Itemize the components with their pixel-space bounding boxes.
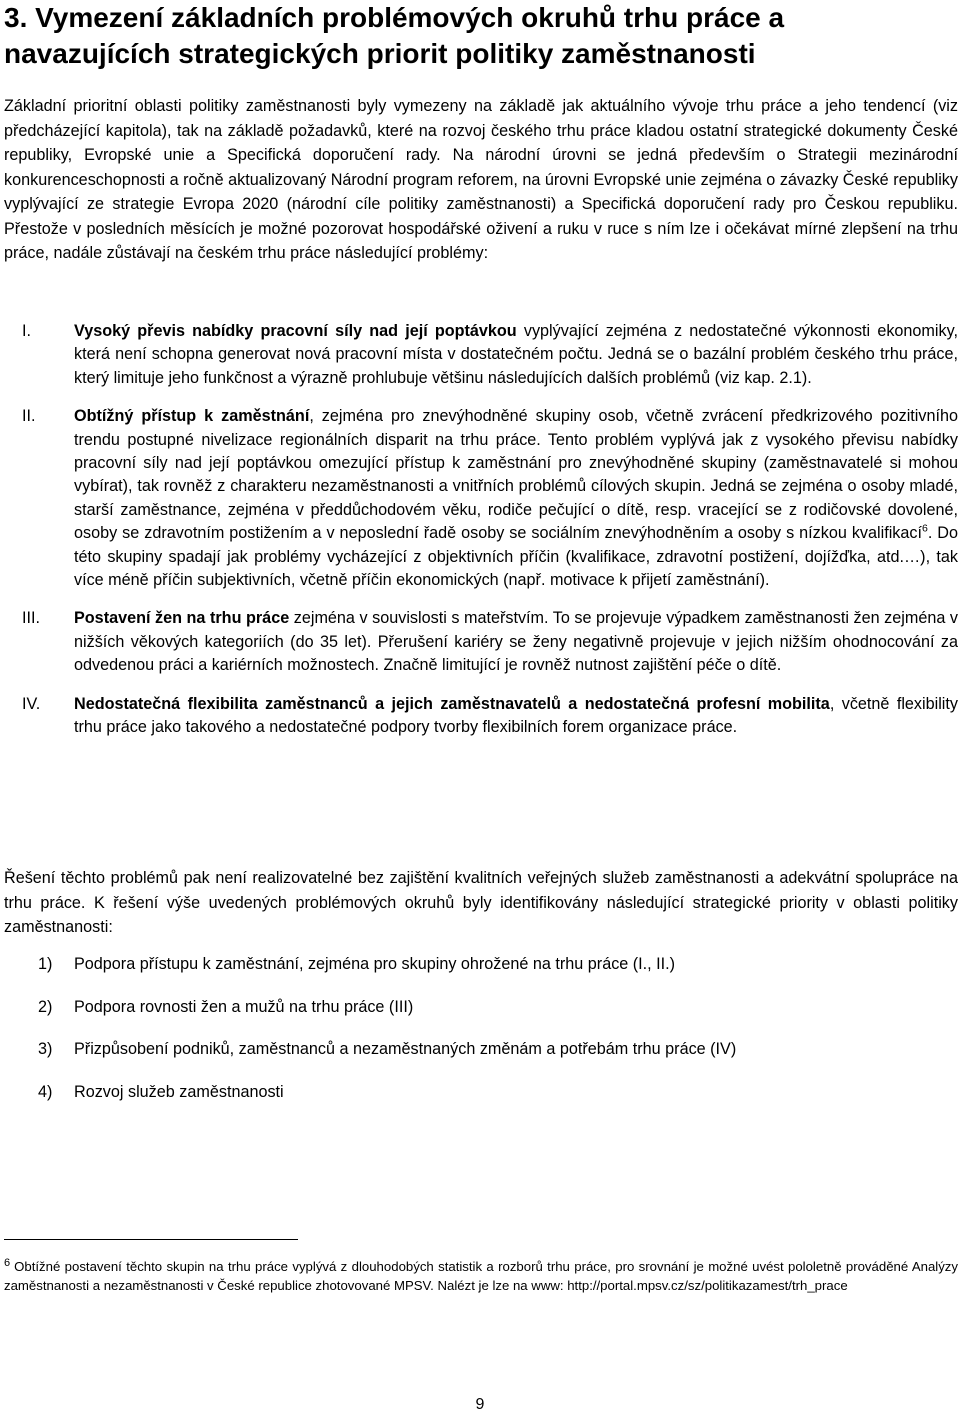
- problem-text: zejména v souvislosti s mateřstvím. To se projevuje výpadkem zaměstnanosti žen zejména v nižších věkových kategoriích (do 35 let). Přerušení kariéry se ženy negativně projevuje v jejich nižším ohodnocování za odvedenou práci a kariérních možnostech. Značně limitující je rovněž nutnost zajištění péče o dítě.: [74, 609, 959, 675]
- closing-paragraph: Řešení těchto problémů pak není realizovatelné bez zajištění kvalitních veřejných služeb zaměstnanosti a adekvátní spolupráce na trhu práce. K řešení výše uvedených problémových okruhů byly identifikovány následující strategické priority v oblasti politiky zaměstnanosti:: [4, 869, 958, 936]
- problem-text-continued: . Do této skupiny spadají jak problémy vycházející z objektivních příčin (kvalifikace, zdravotní postižení, dojížďka, atd.…), tak více méně příčin subjektivních, včetně příčin ekonomických (např. motivace k přijetí zaměstnání).: [74, 524, 958, 590]
- problem-item: [4, 693, 958, 740]
- priority-item: [4, 952, 958, 976]
- footnote-text: Obtížné postavení těchto skupin na trhu práce vyplývá z dlouhodobých statistik a rozborů trhu práce, pro srovnání je možné uvést pololetně prováděné Analýzy zaměstnanosti a nezaměstnanosti v České republice zhotovované MPSV. Nalézt je lze na www: http://portal.mpsv.cz/sz/politikazamest/trh_prace: [4, 1259, 958, 1293]
- priority-number: 1): [38, 955, 53, 973]
- priority-number: 3): [38, 1040, 53, 1058]
- priority-text: Rozvoj služeb zaměstnanosti: [74, 1082, 284, 1101]
- footnote-divider: [4, 1239, 298, 1240]
- footnote-mark: 6: [4, 1256, 11, 1269]
- priority-item: [4, 1080, 958, 1104]
- priority-text: Přizpůsobení podniků, zaměstnanců a nezaměstnaných změnám a potřebám trhu práce (IV): [74, 1040, 737, 1058]
- priority-text: Podpora rovnosti žen a mužů na trhu práce (III): [74, 997, 414, 1016]
- problem-number: I.: [22, 322, 31, 340]
- priority-number: 4): [38, 1082, 53, 1101]
- problem-item: [4, 607, 958, 677]
- problem-heading: Nedostatečná flexibilita zaměstnanců a jejich zaměstnavatelů a nedostatečná profesní mobilita: [74, 694, 830, 713]
- footnote: [4, 1258, 958, 1295]
- priority-list: [4, 952, 958, 1122]
- problem-item: [4, 405, 958, 592]
- problem-number: II.: [22, 407, 36, 426]
- priority-number: 2): [38, 997, 53, 1016]
- problem-heading: Obtížný přístup k zaměstnání: [74, 407, 310, 426]
- section-title: 3. Vymezení základních problémových okruhů trhu práce a navazujících strategických priorit politiky zaměstnanosti: [4, 2, 785, 69]
- page-number: 9: [475, 1396, 485, 1413]
- priority-text: Podpora přístupu k zaměstnání, zejména pro skupiny ohrožené na trhu práce (I., II.): [74, 955, 676, 973]
- footnote-reference[interactable]: 6: [921, 522, 928, 535]
- problem-heading: Vysoký převis nabídky pracovní síly nad její poptávkou: [74, 322, 517, 340]
- priority-item: [4, 995, 958, 1019]
- problem-item: [4, 320, 958, 390]
- problem-number: III.: [22, 609, 40, 628]
- problem-text: vyplývající zejména z nedostatečné výkonnosti ekonomiky, která není schopna generovat nová pracovní místa v dostatečném počtu. Jedná se o bazální problém českého trhu práce, který limituje jeho funkčnost a výrazně prohlubuje většinu následujících dalších problémů (viz kap. 2.1).: [74, 322, 958, 387]
- problem-text: , zejména pro znevýhodněné skupiny osob, včetně zvrácení předkrizového pozitivního trendu postupné nivelizace regionálních disparit na trhu práce. Tento problém vyplývá jak z vysokého převisu nabídky pracovní síly nad její poptávkou omezující přístup k zaměstnání pro znevýhodněné skupiny (zaměstnavatelé si mohou vybírat), tak rovněž z charakteru nezaměstnanosti a vnitřních problémů cílových skupin. Jedná se zejména o osoby mladé, starší zaměstnance, zejména v předdůchodovém věku, rodiče pečující o dítě, resp. vracející se z rodičovské dovolené, osoby se zdravotním postižením a v neposlední řadě osoby se sociálním znevýhodněním a osoby s nízkou kvalifikací: [74, 407, 958, 543]
- problem-heading: Postavení žen na trhu práce: [74, 609, 290, 628]
- problem-number: IV.: [22, 694, 41, 713]
- problem-text: , včetně flexibility trhu práce jako takového a nedostatečné podpory tvorby flexibilních forem organizace práce.: [74, 694, 958, 737]
- intro-paragraph: Základní prioritní oblasti politiky zaměstnanosti byly vymezeny na základě jak aktuálního vývoje trhu práce a jeho tendencí (viz předcházející kapitola), tak na základě požadavků, které na rozvoj českého trhu práce kladou ostatní strategické dokumenty České republiky, Evropské unie a Specifická doporučení rady. Na národní úrovni se jedná především o Strategii mezinárodní konkurenceschopnosti a ročně aktualizovaný Národní program reforem, na úrovni Evropské unie zejména o závazky České republiky vyplývající ze strategie Evropa 2020 (národní cíle politiky zaměstnanosti) a Specifická doporučení rady pro Českou republiku. Přestože v posledních měsících je možné pozorovat hospodářské oživení a ruku v ruce s ním lze i očekávat mírné zlepšení na trhu práce, nadále zůstávají na českém trhu práce následující problémy:: [4, 97, 958, 262]
- priority-item: [4, 1037, 958, 1061]
- problem-list: [4, 320, 958, 755]
